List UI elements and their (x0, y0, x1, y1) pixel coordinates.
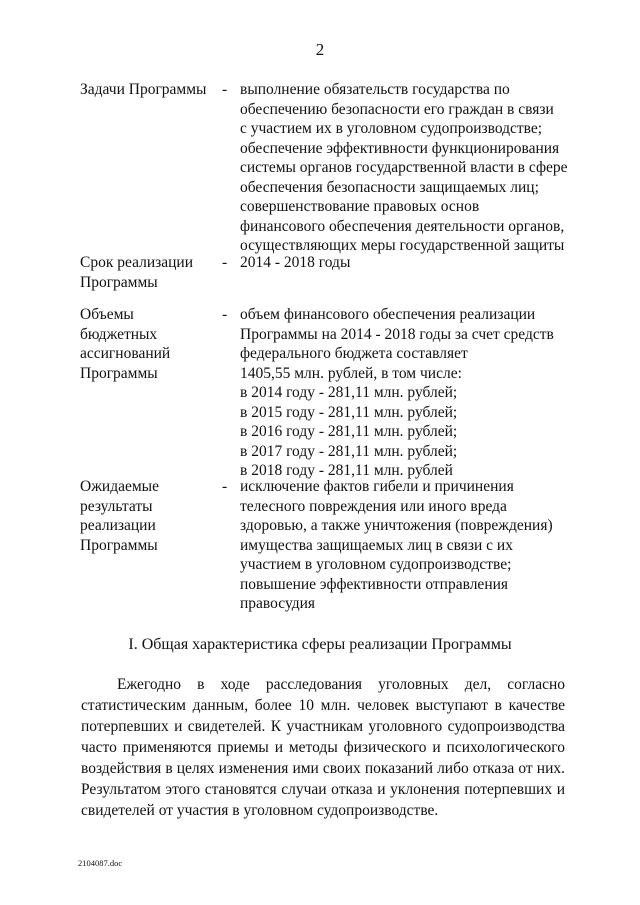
label-line: результаты (80, 497, 153, 515)
label-line: Объемы (80, 306, 134, 323)
row-value-tasks (240, 80, 570, 256)
value-line: совершенствование правовых основ (240, 198, 480, 215)
row-dash: - (222, 306, 228, 323)
row-label-results (80, 477, 215, 555)
label-line: реализации (80, 517, 156, 534)
value-line: в 2015 году - 281,11 млн. рублей; (240, 403, 458, 421)
row-label-tasks (80, 80, 215, 100)
value-line: обеспечения безопасности защищаемых лиц; (240, 178, 539, 196)
body-paragraph (81, 674, 565, 821)
label-line: Программы (80, 536, 158, 554)
label-line: Ожидаемые (80, 478, 159, 495)
paragraph-line: часто применяются приемы и методы физического и психологического (81, 739, 565, 756)
paragraph-line: Результатом этого становятся случаи отказа и уклонения потерпевших и (81, 781, 565, 798)
row-value-budget (240, 305, 570, 481)
value-line: федерального бюджета составляет (240, 345, 468, 362)
row-label-budget (80, 305, 215, 383)
row-dash: - (222, 478, 228, 495)
label-line: Срок реализации (80, 254, 193, 271)
value-line: телесного повреждения или иного вреда (240, 497, 507, 515)
row-value-results (240, 477, 570, 614)
value-line: обеспечению безопасности его граждан в связи (240, 100, 554, 118)
label-line: Программы (80, 273, 158, 291)
paragraph-line: свидетелей от участия в уголовном судопроизводстве. (81, 802, 439, 819)
value-line: участием в уголовном судопроизводстве; (240, 556, 512, 573)
page-number: 2 (315, 40, 325, 59)
label-line: Задачи Программы (80, 81, 207, 98)
row-label-term (80, 253, 215, 292)
label-line: Программы (80, 364, 158, 382)
value-line: в 2014 году - 281,11 млн. рублей; (240, 384, 458, 401)
value-line: финансового обеспечения деятельности органов, (240, 217, 565, 235)
value-line: 2014 - 2018 годы (240, 254, 351, 271)
value-line: Программы на 2014 - 2018 годы за счет средств (240, 325, 554, 343)
value-line: выполнение обязательств государства по (240, 81, 510, 98)
paragraph-line: Ежегодно в ходе расследования уголовных дел, согласно (117, 676, 565, 693)
value-line: осуществляющих меры государственной защиты (240, 237, 565, 254)
value-line: с участием их в уголовном судопроизводстве; (240, 120, 543, 137)
row-dash: - (222, 254, 228, 271)
value-line: здоровью, а также уничтожения (повреждения) (240, 517, 553, 534)
paragraph-line: потерпевших и свидетелей. К участникам уголовного судопроизводства (81, 718, 565, 735)
value-line: имущества защищаемых лиц в связи с их (240, 536, 513, 554)
row-value-term (240, 253, 570, 273)
value-line: 1405,55 млн. рублей, в том числе: (240, 364, 462, 382)
document-filename: 2104087.doc (78, 858, 123, 868)
value-line: повышение эффективности отправления (240, 575, 509, 593)
row-dash: - (222, 81, 228, 98)
value-line: правосудия (240, 595, 316, 612)
label-line: ассигнований (80, 345, 171, 362)
value-line: объем финансового обеспечения реализации (240, 306, 536, 323)
paragraph-line: статистическим данным, более 10 млн. человек выступают в качестве (81, 697, 565, 714)
label-line: бюджетных (80, 325, 158, 343)
value-line: обеспечение эффективности функционирования (240, 139, 560, 157)
paragraph-line: воздействия в целях изменения ими своих показаний либо отказа от них. (81, 760, 565, 777)
section-heading: I. Общая характеристика сферы реализации Программы (128, 636, 512, 653)
value-line: системы органов государственной власти в сфере (240, 159, 568, 176)
value-line: в 2016 году - 281,11 млн. рублей; (240, 423, 458, 440)
value-line: исключение фактов гибели и причинения (240, 478, 514, 495)
value-line: в 2018 году - 281,11 млн. рублей (240, 462, 453, 479)
value-line: в 2017 году - 281,11 млн. рублей; (240, 442, 458, 460)
